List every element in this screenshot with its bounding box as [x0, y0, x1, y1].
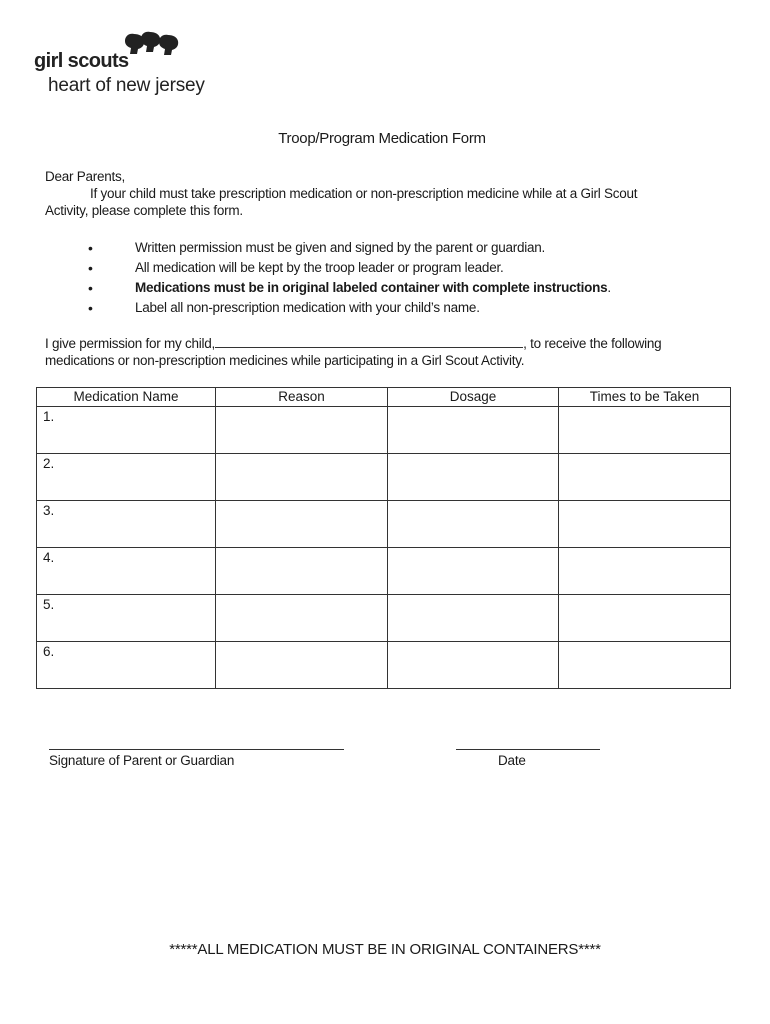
- list-item: [88, 258, 611, 278]
- bullet-icon: •: [88, 260, 93, 276]
- permission-line-1: [45, 335, 661, 352]
- header-dosage: Dosage: [388, 388, 559, 407]
- intro-line-2: Activity, please complete this form.: [45, 203, 243, 218]
- times-cell[interactable]: [559, 454, 731, 501]
- permission-suffix: , to receive the following: [523, 336, 662, 351]
- container-notice: *****ALL MEDICATION MUST BE IN ORIGINAL CONTAINERS****: [169, 941, 601, 958]
- table-header-row: [37, 388, 731, 407]
- table-row: [37, 454, 731, 501]
- table-row: [37, 407, 731, 454]
- list-item-text: All medication will be kept by the troop leader or program leader.: [135, 260, 504, 275]
- permission-line-2: medications or non-prescription medicines while participating in a Girl Scout Activity.: [45, 353, 525, 368]
- greeting: Dear Parents,: [45, 169, 126, 184]
- list-item: [88, 238, 611, 258]
- list-item: [88, 298, 611, 318]
- reason-cell[interactable]: [216, 407, 388, 454]
- bullet-icon: •: [88, 240, 93, 256]
- header-reason: Reason: [216, 388, 388, 407]
- medication-name-cell[interactable]: 6.: [37, 642, 216, 689]
- council-logo: [34, 30, 234, 100]
- medication-name-cell[interactable]: 3.: [37, 501, 216, 548]
- instruction-list: [88, 238, 611, 318]
- date-label: Date: [498, 753, 526, 768]
- times-cell[interactable]: [559, 407, 731, 454]
- reason-cell[interactable]: [216, 642, 388, 689]
- reason-cell[interactable]: [216, 454, 388, 501]
- dosage-cell[interactable]: [388, 595, 559, 642]
- reason-cell[interactable]: [216, 501, 388, 548]
- times-cell[interactable]: [559, 501, 731, 548]
- medication-table: [36, 387, 731, 689]
- trefoil-profiles-icon: [120, 30, 192, 60]
- parent-signature-label: Signature of Parent or Guardian: [49, 753, 235, 768]
- table-row: [37, 642, 731, 689]
- times-cell[interactable]: [559, 642, 731, 689]
- bullet-icon: •: [88, 300, 93, 316]
- medication-name-cell[interactable]: 2.: [37, 454, 216, 501]
- form-title: Troop/Program Medication Form: [278, 130, 486, 147]
- intro-line-1: If your child must take prescription medication or non-prescription medicine while at a Girl Scout: [90, 186, 638, 201]
- medication-name-cell[interactable]: 4.: [37, 548, 216, 595]
- dosage-cell[interactable]: [388, 548, 559, 595]
- reason-cell[interactable]: [216, 595, 388, 642]
- list-item-text: Label all non-prescription medication with your child’s name.: [135, 300, 480, 315]
- table-row: [37, 548, 731, 595]
- council-name: heart of new jersey: [48, 75, 205, 96]
- list-item-period: .: [607, 280, 611, 295]
- child-name-field[interactable]: [215, 335, 523, 348]
- date-line[interactable]: [456, 749, 600, 750]
- times-cell[interactable]: [559, 548, 731, 595]
- medication-name-cell[interactable]: 5.: [37, 595, 216, 642]
- list-item-text: Written permission must be given and signed by the parent or guardian.: [135, 240, 545, 255]
- dosage-cell[interactable]: [388, 454, 559, 501]
- list-item: [88, 278, 611, 298]
- table-row: [37, 501, 731, 548]
- list-item-text: Medications must be in original labeled container with complete instructions: [135, 280, 608, 295]
- dosage-cell[interactable]: [388, 501, 559, 548]
- permission-prefix: I give permission for my child,: [45, 336, 216, 351]
- org-name: girl scouts: [34, 50, 129, 72]
- dosage-cell[interactable]: [388, 642, 559, 689]
- times-cell[interactable]: [559, 595, 731, 642]
- bullet-icon: •: [88, 280, 93, 296]
- medication-name-cell[interactable]: 1.: [37, 407, 216, 454]
- reason-cell[interactable]: [216, 548, 388, 595]
- table-row: [37, 595, 731, 642]
- parent-signature-line[interactable]: [49, 749, 344, 750]
- dosage-cell[interactable]: [388, 407, 559, 454]
- header-times-to-be-taken: Times to be Taken: [559, 388, 731, 407]
- header-medication-name: Medication Name: [37, 388, 216, 407]
